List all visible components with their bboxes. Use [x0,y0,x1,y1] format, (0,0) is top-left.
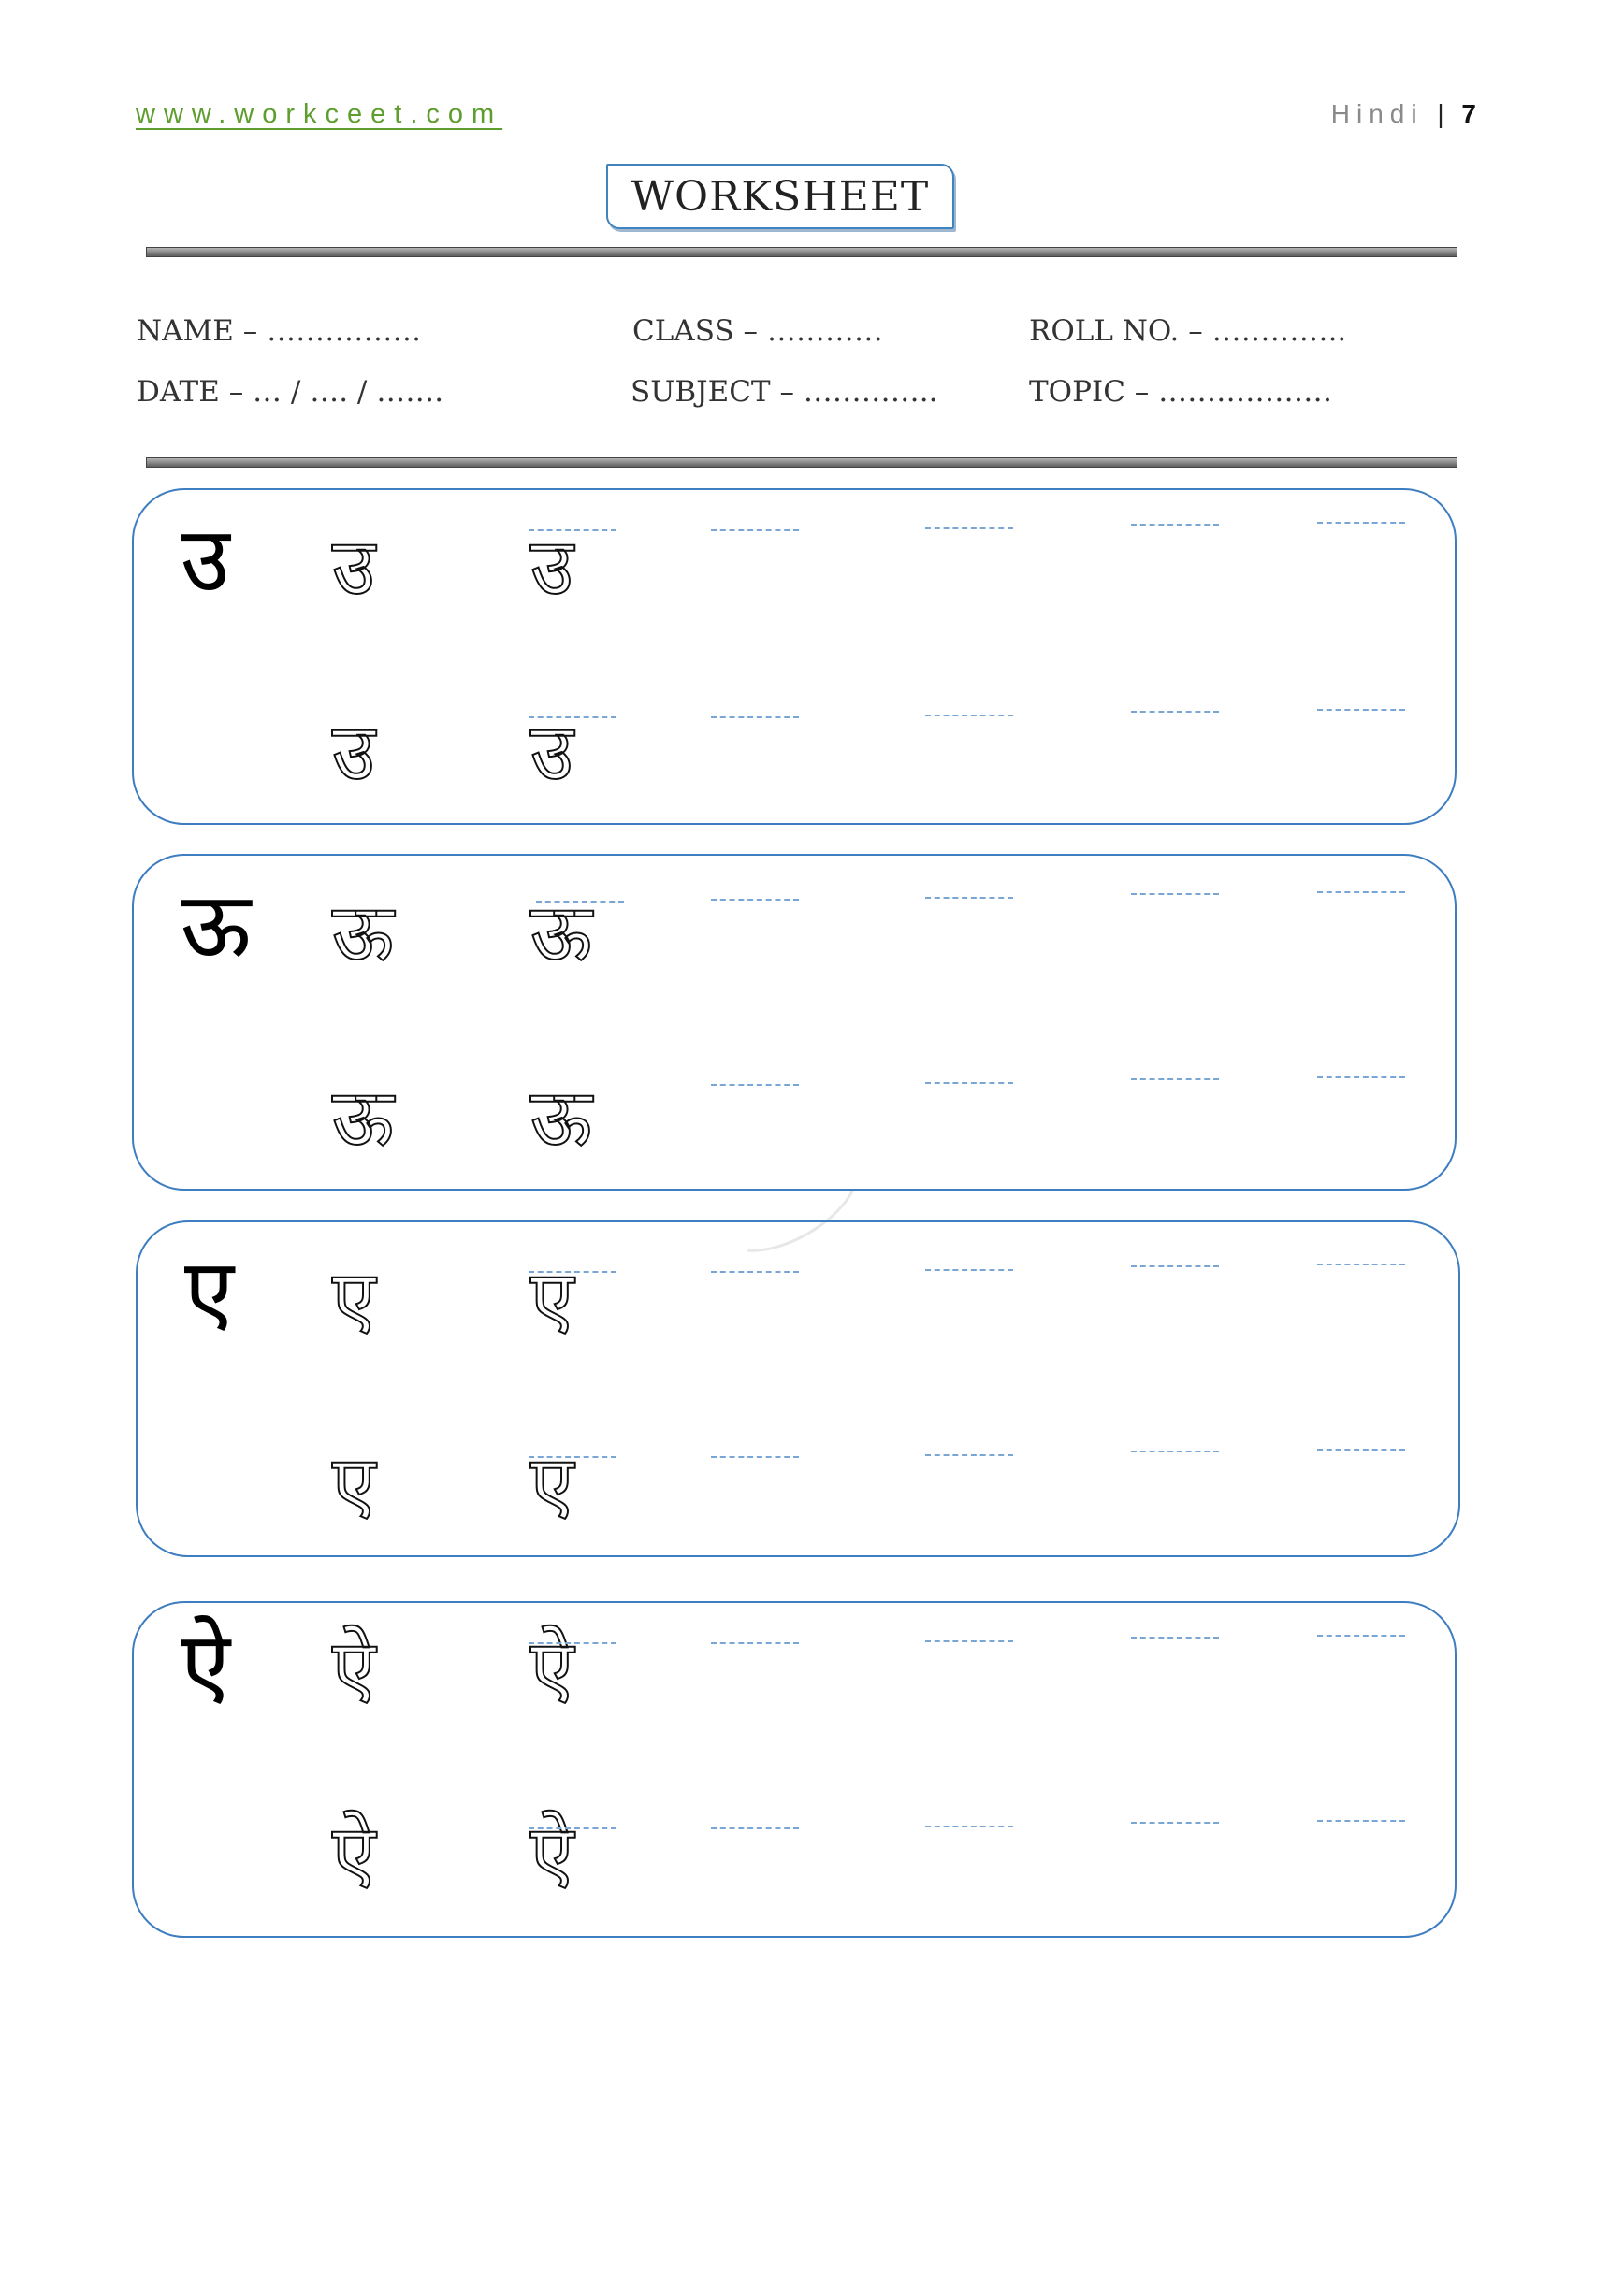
top-divider-bar [146,247,1457,257]
writing-guide [1131,1451,1219,1452]
letter-panel-3 [136,1220,1460,1557]
writing-guide [1131,1822,1219,1824]
writing-guide [536,901,624,903]
model-letter: ए [184,1239,235,1344]
writing-guide [1131,1078,1219,1080]
trace-letter: ऐ [332,1808,376,1899]
writing-guide [711,1084,799,1086]
writing-guide [925,715,1013,716]
trace-letter: ए [332,1438,376,1530]
trace-letter: ए [332,1253,376,1345]
writing-guide [529,1456,616,1458]
letter-panel-2 [132,854,1457,1191]
writing-guide [711,1271,799,1273]
model-letter: ऐ [181,1612,231,1717]
writing-guide [925,1826,1013,1827]
name-field[interactable]: NAME – ……………. [137,314,421,348]
writing-guide [925,897,1013,899]
writing-guide [711,529,799,531]
trace-letter: उ [332,521,376,613]
writing-guide [529,1271,616,1273]
header-page-number: 7 [1461,99,1476,128]
trace-letter: ऊ [332,887,394,978]
model-letter: उ [181,507,230,612]
writing-guide [925,1454,1013,1456]
header-page-label [1331,99,1476,129]
class-field[interactable]: CLASS – ………… [632,314,883,348]
writing-guide [1317,522,1405,524]
writing-guide [1131,1637,1219,1639]
writing-guide [1131,524,1219,526]
writing-guide [1131,711,1219,713]
trace-letter: उ [332,706,376,798]
trace-letter: ऊ [530,1072,592,1163]
writing-guide [711,899,799,901]
model-letter: ऊ [181,873,252,977]
writing-guide [1131,893,1219,895]
writing-guide [925,527,1013,529]
header-separator: | [1437,99,1448,128]
subject-field[interactable]: SUBJECT – ………….. [631,375,938,409]
trace-letter: उ [530,521,574,613]
writing-guide [1317,1449,1405,1451]
worksheet-title: WORKSHEET [606,164,954,229]
trace-letter: ए [530,1253,574,1345]
writing-guide [529,716,616,718]
writing-guide [1317,891,1405,893]
letter-panel-1 [132,488,1457,825]
writing-guide [711,1456,799,1458]
writing-guide [1317,1076,1405,1078]
trace-letter: ऐ [530,1623,574,1714]
writing-guide [925,1269,1013,1271]
roll-no-field[interactable]: ROLL NO. – ………….. [1029,314,1347,348]
writing-guide [711,1642,799,1644]
writing-guide [711,1827,799,1829]
writing-guide [529,529,616,531]
writing-guide [925,1640,1013,1642]
writing-guide [529,1827,616,1829]
writing-guide [1317,1635,1405,1637]
writing-guide [711,716,799,718]
trace-letter: ऐ [530,1808,574,1899]
bottom-divider-bar [146,457,1457,468]
header-website-link[interactable]: www.workceet.com [136,99,503,129]
header-subject: Hindi [1330,99,1424,128]
writing-guide [1317,1820,1405,1822]
writing-guide [1317,709,1405,711]
letter-panel-4 [132,1601,1457,1938]
trace-letter: ऊ [530,887,592,978]
date-field[interactable]: DATE – … / …. / ……. [137,375,444,409]
trace-letter: उ [530,706,574,798]
writing-guide [925,1082,1013,1084]
trace-letter: ए [530,1438,574,1530]
writing-guide [529,1642,616,1644]
topic-field[interactable]: TOPIC – ……………… [1029,375,1333,409]
writing-guide [1317,1264,1405,1265]
trace-letter: ऊ [332,1072,394,1163]
trace-letter: ऐ [332,1623,376,1714]
writing-guide [1131,1265,1219,1267]
